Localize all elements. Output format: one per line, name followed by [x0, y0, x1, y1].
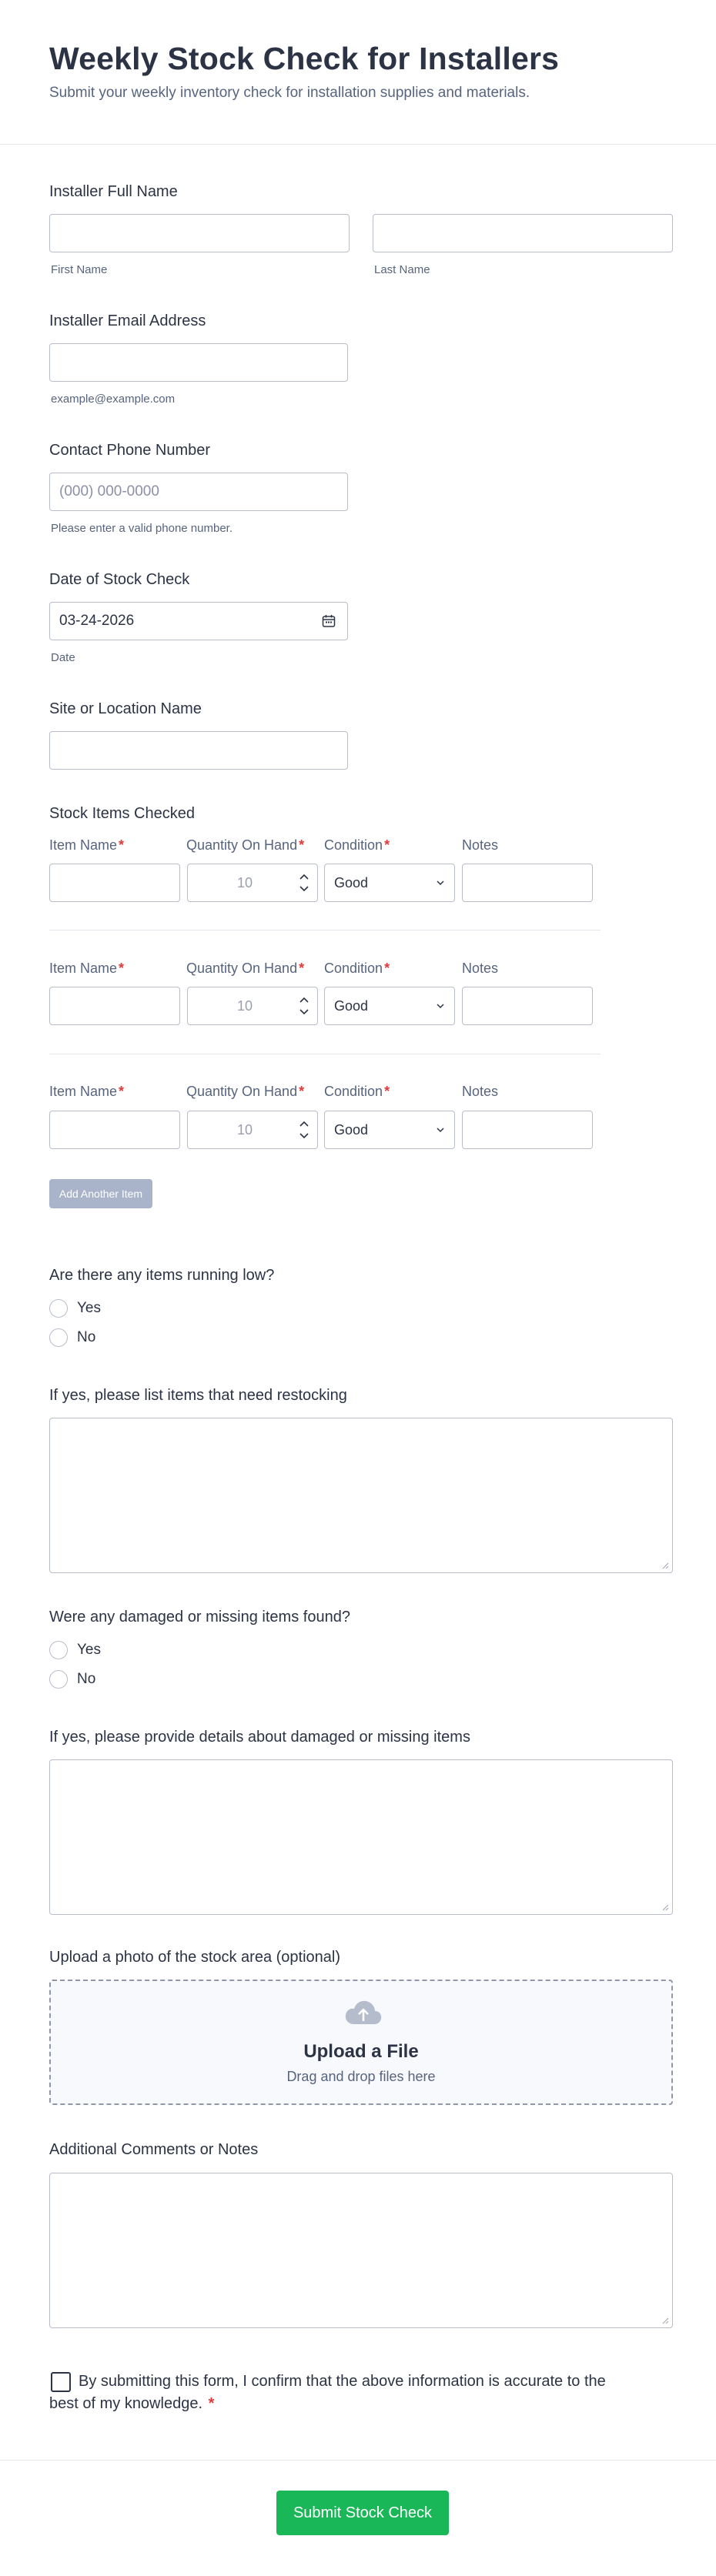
- first-name-sublabel: First Name: [51, 263, 108, 276]
- stepper-icon[interactable]: [299, 871, 309, 894]
- consent-text: By submitting this form, I confirm that the above information is accurate to the best of my knowledge. *: [49, 2373, 606, 2412]
- damage-details-textarea[interactable]: [49, 1759, 673, 1915]
- stock-items-label: Stock Items Checked: [49, 805, 195, 822]
- restock-list-label: If yes, please list items that need restocking: [49, 1387, 347, 1404]
- damaged-yes-option[interactable]: Yes: [49, 1641, 101, 1659]
- quantity-input[interactable]: 10: [187, 1111, 318, 1149]
- date-label: Date of Stock Check: [49, 571, 190, 588]
- phone-sublabel: Please enter a valid phone number.: [51, 522, 233, 535]
- item-name-input[interactable]: [49, 1111, 180, 1149]
- condition-select[interactable]: Good: [324, 987, 455, 1025]
- form-title: Weekly Stock Check for Installers: [49, 41, 560, 76]
- chevron-down-icon: [436, 1125, 445, 1134]
- condition-column-label: Condition *: [324, 837, 390, 853]
- quantity-column-label: Quantity On Hand *: [186, 1084, 305, 1099]
- item-name-column-label: Item Name *: [49, 961, 125, 976]
- last-name-sublabel: Last Name: [374, 263, 430, 276]
- stepper-icon[interactable]: [299, 994, 309, 1017]
- radio-button[interactable]: [49, 1299, 68, 1318]
- site-label: Site or Location Name: [49, 700, 202, 717]
- radio-button[interactable]: [49, 1328, 68, 1347]
- comments-textarea[interactable]: [49, 2173, 673, 2328]
- running-low-no-option[interactable]: No: [49, 1328, 95, 1347]
- row-divider: [49, 930, 601, 931]
- item-name-input[interactable]: [49, 864, 180, 902]
- quantity-column-label: Quantity On Hand *: [186, 961, 305, 976]
- installer-name-label: Installer Full Name: [49, 183, 178, 200]
- radio-button[interactable]: [49, 1670, 68, 1689]
- file-upload-dropzone[interactable]: [49, 1980, 673, 2105]
- damage-details-label: If yes, please provide details about damaged or missing items: [49, 1729, 470, 1746]
- running-low-label: Are there any items running low?: [49, 1267, 275, 1284]
- resize-handle-icon[interactable]: [661, 2317, 669, 2324]
- submit-button[interactable]: Submit Stock Check: [276, 2491, 449, 2535]
- notes-column-label: Notes: [462, 961, 499, 976]
- condition-column-label: Condition *: [324, 1084, 390, 1099]
- first-name-input[interactable]: [49, 214, 350, 252]
- consent-checkbox[interactable]: [51, 2372, 71, 2392]
- phone-input[interactable]: (000) 000-0000: [49, 473, 348, 511]
- notes-input[interactable]: [462, 864, 593, 902]
- last-name-input[interactable]: [373, 214, 673, 252]
- condition-select[interactable]: Good: [324, 864, 455, 902]
- restock-list-textarea[interactable]: [49, 1418, 673, 1573]
- quantity-input[interactable]: 10: [187, 987, 318, 1025]
- notes-input[interactable]: [462, 1111, 593, 1149]
- condition-select[interactable]: Good: [324, 1111, 455, 1149]
- calendar-icon[interactable]: [321, 613, 336, 629]
- phone-label: Contact Phone Number: [49, 442, 211, 459]
- quantity-input[interactable]: 10: [187, 864, 318, 902]
- notes-column-label: Notes: [462, 837, 499, 853]
- radio-button[interactable]: [49, 1641, 68, 1659]
- site-input[interactable]: [49, 731, 348, 770]
- upload-title: Upload a File: [303, 2041, 419, 2062]
- condition-column-label: Condition *: [324, 961, 390, 976]
- date-sublabel: Date: [51, 651, 75, 664]
- add-item-button[interactable]: Add Another Item: [49, 1179, 152, 1208]
- cloud-upload-icon: [343, 1998, 383, 2029]
- comments-label: Additional Comments or Notes: [49, 2141, 259, 2158]
- chevron-down-icon: [436, 878, 445, 887]
- damaged-no-option[interactable]: No: [49, 1670, 95, 1689]
- email-sublabel: example@example.com: [51, 393, 176, 406]
- notes-input[interactable]: [462, 987, 593, 1025]
- running-low-yes-option[interactable]: Yes: [49, 1299, 101, 1318]
- form-header: [0, 0, 716, 145]
- resize-handle-icon[interactable]: [661, 1562, 669, 1569]
- email-label: Installer Email Address: [49, 312, 206, 329]
- email-input[interactable]: [49, 343, 348, 382]
- upload-subtitle: Drag and drop files here: [286, 2069, 436, 2084]
- quantity-column-label: Quantity On Hand *: [186, 837, 305, 853]
- chevron-down-icon: [436, 1001, 445, 1011]
- item-name-column-label: Item Name *: [49, 837, 125, 853]
- item-name-column-label: Item Name *: [49, 1084, 125, 1099]
- damaged-label: Were any damaged or missing items found?: [49, 1609, 350, 1625]
- date-input[interactable]: [49, 602, 348, 640]
- resize-handle-icon[interactable]: [661, 1903, 669, 1911]
- consent-block: [49, 2371, 619, 2415]
- notes-column-label: Notes: [462, 1084, 499, 1099]
- date-value: 03-24-2026: [59, 613, 135, 629]
- stepper-icon[interactable]: [299, 1118, 309, 1141]
- footer-divider: [0, 2460, 716, 2461]
- photo-upload-label: Upload a photo of the stock area (optional): [49, 1949, 341, 1966]
- form-description: Submit your weekly inventory check for installation supplies and materials.: [49, 85, 530, 101]
- item-name-input[interactable]: [49, 987, 180, 1025]
